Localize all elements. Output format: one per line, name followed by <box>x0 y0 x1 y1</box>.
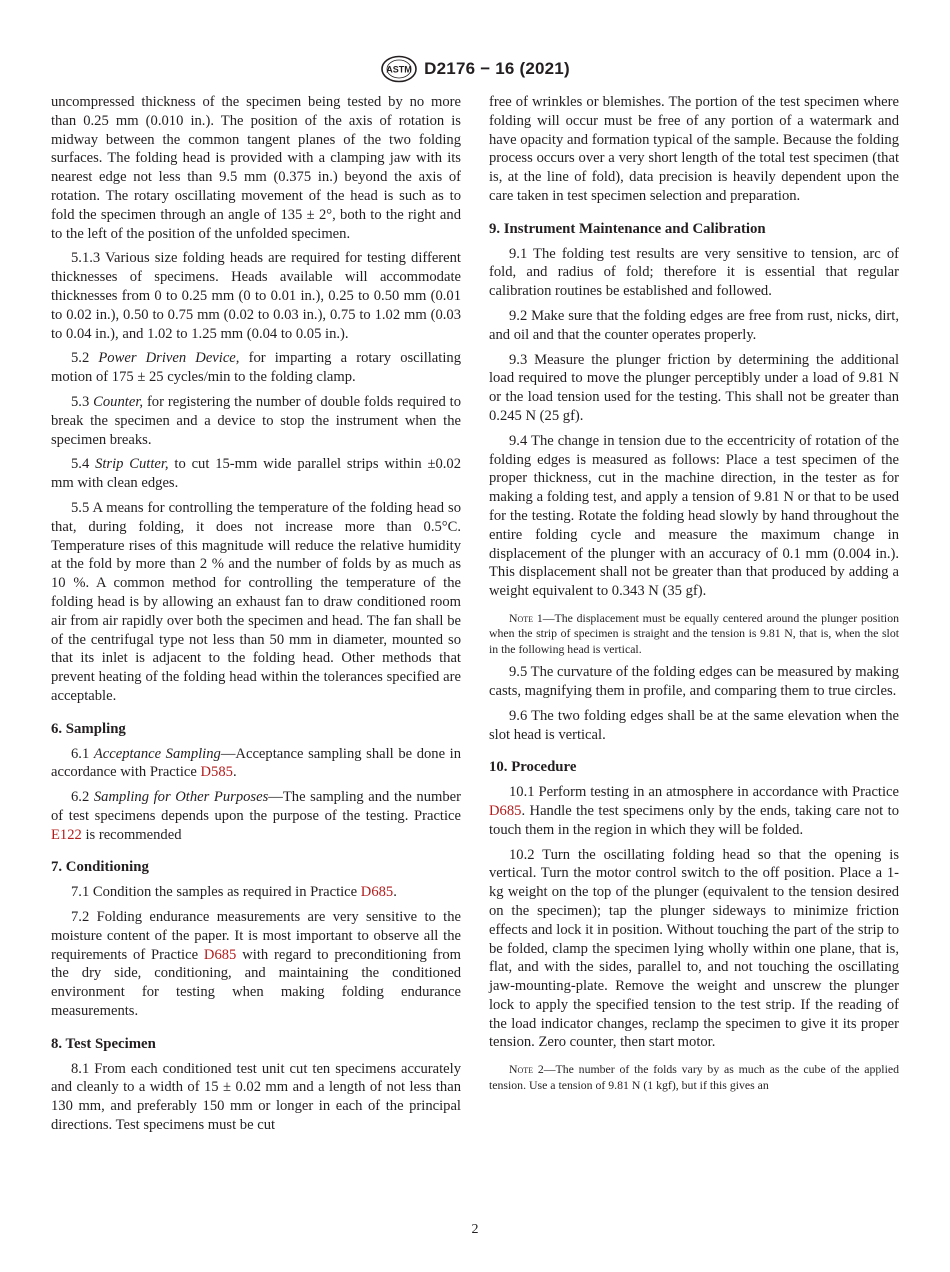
link-d585[interactable]: D585 <box>200 764 233 781</box>
page-header <box>0 54 950 84</box>
term-acceptance-sampling: Acceptance Sampling <box>93 745 221 762</box>
term-strip-cutter: Strip Cutter, <box>95 456 169 473</box>
link-d685[interactable]: D685 <box>360 884 394 901</box>
paragraph-10-1: 10.1 Perform testing in an atmosphere in accordance with Practice D685. Handle the test specimens only by the ends, taking care not to touch them in the region in which they will be folded. <box>489 784 899 838</box>
link-d685[interactable]: D685 <box>489 802 522 819</box>
section-heading-conditioning: 7. Conditioning <box>51 859 149 876</box>
paragraph-6-1: 6.1 Acceptance Sampling—Acceptance sampling shall be done in accordance with Practice D585. <box>51 745 462 781</box>
paragraph-9-4: 9.4 The change in tension due to the eccentricity of rotation of the folding edges is measured as follows: Place a test specimen of the proper thickness, cut in the machine direction, in the tester as for making a folding test, and apply a tension of 9.81 N or that to be used for the testing. Rotate the folding head slowly by hand throughout the entire folding cycle and measure the maximum change in displacement of the plunger with an accuracy of 0.1 mm (0.004 in.). This displacement shall not be greater than that produced by adding a weight equivalent to 0.343 N (35 gf). <box>489 432 899 600</box>
paragraph-8-1: 8.1 From each conditioned test unit cut ten specimens accurately and cleanly to a width of 15 ± 0.02 mm and a length of not less than 130 mm, and preferably 150 mm or longer in each of the principal directions. Test specimens must be cut <box>51 1060 461 1134</box>
link-d685[interactable]: D685 <box>203 946 237 963</box>
paragraph-5-3: 5.3 Counter, for registering the number of double folds required to break the specimen and a device to stop the instrument when the specimen breaks. <box>51 393 461 448</box>
paragraph-5-4: 5.4 Strip Cutter, to cut 15-mm wide parallel strips within ±0.02 mm with clean edges. <box>51 456 461 492</box>
paragraph-5-5: 5.5 A means for controlling the temperature of the folding head so that, during folding, it does not increase more than 0.5°C. Temperature rises of this magnitude will reduce the relative humidity at the fold by more than 2 % and the number of folds by as much as 10 %. A common method for controlling the temperature of the folding head is by allowing an exhaust fan to draw conditioned room air from air rapidly over both the specimen and head. The fan shall be of the centrifugal type not less than 50 mm in diameter, mounted so that its inlet is adjacent to the folding head. Other methods that prevent heating of the folding head within the tolerances specified are acceptable. <box>51 499 461 704</box>
document-id: D2176 − 16 (2021) <box>424 59 570 78</box>
term-counter: Counter, <box>93 393 144 410</box>
section-heading-instrument-maintenance: 9. Instrument Maintenance and Calibration <box>489 220 766 237</box>
paragraph-9-1: 9.1 The folding test results are very sensitive to tension, arc of fold, and radius of fold; therefore it is essential that regular calibration routines be established and followed. <box>489 245 899 300</box>
left-column <box>51 93 461 1141</box>
svg-text:ASTM: ASTM <box>386 64 412 75</box>
paragraph-5-1-2-continued: uncompressed thickness of the specimen being tested by no more than 0.25 mm (0.010 in.). The position of the axis of rotation is midway between the common tangent planes of the two folding surfaces. The folding head is provided with a clamping jaw with its nearest edge not less than 9.5 mm (0.375 in.) beyond the axis of rotation. The rotary oscillating movement of the head is such as to fold the specimen through an angle of 135 ± 2°, both to the right and to the left of the position of the unfolded specimen. <box>51 94 461 242</box>
term-sampling-other-purposes: Sampling for Other Purposes <box>93 789 269 806</box>
paragraph-9-3: 9.3 Measure the plunger friction by determining the additional load required to move the plunger perceptibly under a load of 9.81 N or the load tension used for the testing. This shall not be greater than 0.245 N (25 gf). <box>489 351 899 424</box>
link-e122[interactable]: E122 <box>51 826 82 843</box>
paragraph-9-5: 9.5 The curvature of the folding edges can be measured by making casts, magnifying them in profile, and comparing them to true circles. <box>489 664 899 699</box>
paragraph-5-2: 5.2 Power Driven Device, for imparting a rotary oscillating motion of 175 ± 25 cycles/min to the folding clamp. <box>51 350 461 386</box>
astm-logo-icon <box>380 55 418 83</box>
section-heading-procedure: 10. Procedure <box>489 759 577 776</box>
note-2: Note 2—The number of the folds vary by as much as the cube of the applied tension. Use a tension of 9.81 N (1 kgf), but if this gives an <box>489 1062 899 1092</box>
paragraph-10-2: 10.2 Turn the oscillating folding head so that the opening is vertical. Turn the motor control switch to the off position. Place a 1-kg weight on the top of the plunger (equivalent to the tension desired on the specimen); tap the plunger sideways to minimize friction effects and lock it in position. Without touching the part of the strip to be folded, clamp the specimen lying wholly within one plane, that is, flat, and with the sides, parallel to, and not touching the oscillating jaw-mounting-plate. Remove the weight and unscrew the plunger lock to apply the specified tension to the test strip. If the reading of the load indicator changes, reclamp the specimen to give it its proper tension. Zero counter, then start motor. <box>489 846 899 1051</box>
paragraph-9-6: 9.6 The two folding edges shall be at the same elevation when the slot head is vertical. <box>489 707 899 743</box>
paragraph-5-1-3: 5.1.3 Various size folding heads are required for testing different thicknesses of specimens. Heads available will accommodate thicknesses from 0 to 0.25 mm (0 to 0.01 in.), 0.25 to 0.50 mm (0.01 to 0.02 in.), 0.50 to 0.75 mm (0.02 to 0.03 in.), 0.75 to 1.02 mm (0.03 to 0.04 in.), and 1.02 to 1.25 mm (0.04 to 0.05 in.). <box>51 250 461 342</box>
section-heading-test-specimen: 8. Test Specimen <box>51 1035 156 1052</box>
right-column <box>489 93 899 1099</box>
paragraph-7-2: 7.2 Folding endurance measurements are very sensitive to the moisture content of the paper. It is most important to observe all the requirements of Practice D685 with regard to preconditioning from the dry side, conditioning, and maintaining the conditioned environment for testing when making folding endurance measurements. <box>51 909 461 1020</box>
term-power-driven-device: Power Driven Device, <box>98 350 240 367</box>
note-1: Note 1—The displacement must be equally centered around the plunger position when the strip of specimen is straight and the tension is 9.81 N, that is, when the slot in the following head is vertical. <box>489 610 899 656</box>
page-number: 2 <box>471 1222 479 1237</box>
section-heading-sampling: 6. Sampling <box>51 720 126 737</box>
paragraph-6-2: 6.2 Sampling for Other Purposes—The sampling and the number of test specimens depends upon the purpose of the testing. Practice E122 is recommended <box>51 789 461 843</box>
paragraph-7-1: 7.1 Condition the samples as required in Practice D685. <box>71 884 397 901</box>
paragraph-9-2: 9.2 Make sure that the folding edges are free from rust, nicks, dirt, and oil and that the counter operates properly. <box>489 307 899 343</box>
paragraph-8-1-continued: free of wrinkles or blemishes. The portion of the test specimen where folding will occur must be free of any portion of a watermark and have opacity and formation typical of the sample. Because the folding process occurs over a very short length of the total test specimen (that is, at the line of fold), data precision is heavily dependent upon the care taken in test specimen selection and preparation. <box>489 94 899 204</box>
